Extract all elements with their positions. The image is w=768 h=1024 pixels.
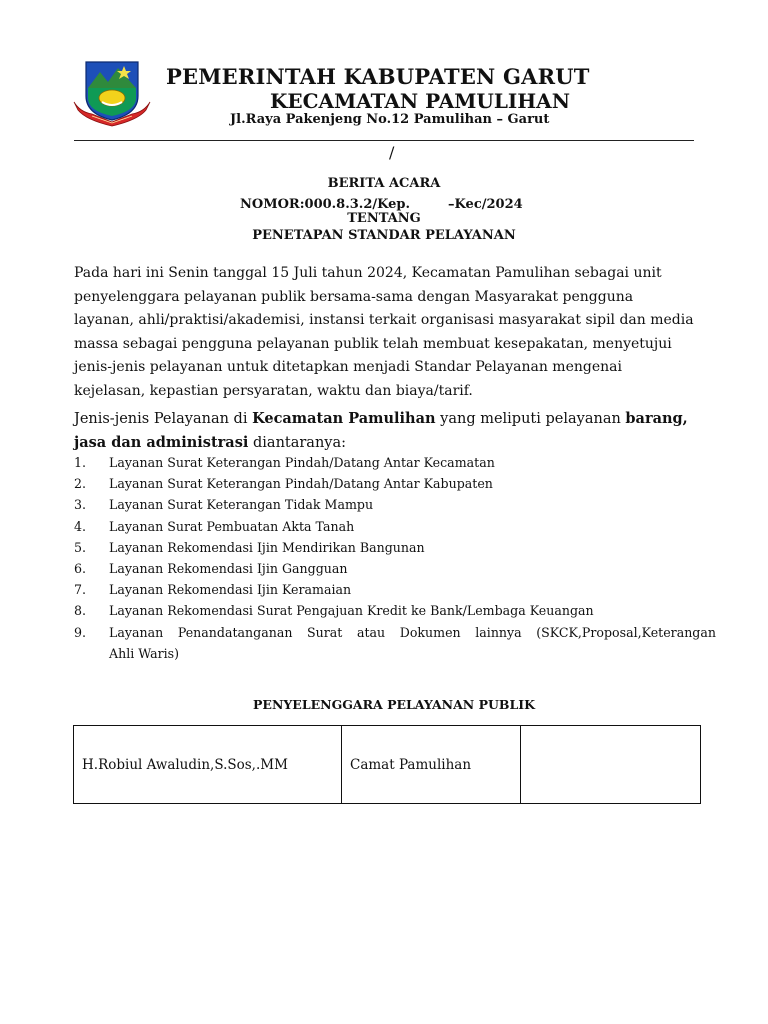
list-item-text: Layanan Penandatanganan Surat atau Dokumen lainnya (SKCK,Proposal,Keterangan: [109, 624, 716, 640]
list-item-text: Layanan Surat Keterangan Tidak Mampu: [109, 497, 374, 513]
list-item: [74, 600, 716, 621]
document-number-left: NOMOR:000.8.3.2/Kep.: [240, 197, 411, 212]
document-number: [240, 197, 523, 212]
services-intro-part1: Jenis-jenis Pelayanan di: [74, 411, 253, 427]
official-name-cell: H.Robiul Awaludin,S.Sos,.MM: [74, 726, 342, 804]
list-item-text: Layanan Surat Pembuatan Akta Tanah: [109, 518, 355, 534]
list-item-number: 7.: [74, 582, 87, 598]
signature-cell: [521, 726, 701, 804]
garut-regency-emblem-icon: [72, 58, 152, 128]
list-item-number: 1.: [74, 455, 87, 470]
table-row: [74, 726, 701, 804]
header-divider: [74, 140, 694, 141]
document-subject-label: TENTANG: [347, 211, 421, 226]
document-subject: PENETAPAN STANDAR PELAYANAN: [252, 228, 516, 243]
list-item: [74, 494, 716, 515]
list-item-text: Layanan Surat Keterangan Pindah/Datang Antar Kecamatan: [109, 455, 495, 470]
list-item-text-continued: Ahli Waris): [109, 645, 180, 661]
government-title: PEMERINTAH KABUPATEN GARUT: [166, 64, 590, 89]
list-item-number: 2.: [74, 476, 87, 492]
office-address: Jl.Raya Pakenjeng No.12 Pamulihan – Garut: [230, 112, 550, 127]
services-intro-types: barang, jasa dan administrasi: [74, 410, 688, 451]
list-item: [74, 558, 716, 579]
services-intro-paragraph: [74, 407, 694, 455]
list-item: [74, 516, 716, 537]
list-item-number: 4.: [74, 518, 87, 534]
list-item: [74, 473, 716, 494]
signature-table: [73, 725, 701, 804]
district-title: KECAMATAN PAMULIHAN: [270, 89, 570, 113]
list-item: [74, 537, 716, 558]
list-item-text: Layanan Rekomendasi Ijin Mendirikan Bangunan: [109, 539, 425, 555]
list-item-text: Layanan Rekomendasi Surat Pengajuan Kredit ke Bank/Lembaga Keuangan: [109, 603, 594, 619]
list-item-number: 5.: [74, 539, 87, 555]
list-item-number: 9.: [74, 624, 87, 640]
list-item-number: 3.: [74, 497, 87, 513]
header-slash: /: [389, 143, 395, 162]
services-intro-part3: diantaranya:: [248, 435, 347, 451]
list-item-text: Layanan Rekomendasi Ijin Keramaian: [109, 582, 352, 598]
list-item: [74, 622, 716, 664]
list-item: [74, 579, 716, 600]
signature-section-title: PENYELENGGARA PELAYANAN PUBLIK: [253, 697, 535, 712]
document-title: BERITA ACARA: [327, 176, 441, 191]
document-number-right: –Kec/2024: [448, 197, 523, 212]
list-item-text: Layanan Rekomendasi Ijin Gangguan: [109, 561, 348, 577]
services-intro-district: Kecamatan Pamulihan: [252, 410, 436, 427]
official-position-cell: Camat Pamulihan: [342, 726, 521, 804]
list-item-number: 6.: [74, 561, 87, 577]
list-item: [74, 452, 716, 473]
services-list: [74, 452, 716, 664]
list-item-number: 8.: [74, 603, 87, 619]
list-item-text: Layanan Surat Keterangan Pindah/Datang Antar Kabupaten: [109, 476, 493, 492]
opening-paragraph: Pada hari ini Senin tanggal 15 Juli tahun 2024, Kecamatan Pamulihan sebagai unit penyelenggara pelayanan publik bersama-sama dengan Masyarakat pengguna layanan, ahli/praktisi/akademisi, instansi terkait organisasi masyarakat sipil dan media massa sebagai pengguna pelayanan publik telah membuat kesepakatan, menyetujui jenis-jenis pelayanan untuk ditetapkan menjadi Standar Pelayanan mengenai kejelasan, kepastian persyaratan, waktu dan biaya/tarif.: [74, 265, 694, 399]
services-intro-part2: yang meliputi pelayanan: [435, 411, 626, 427]
